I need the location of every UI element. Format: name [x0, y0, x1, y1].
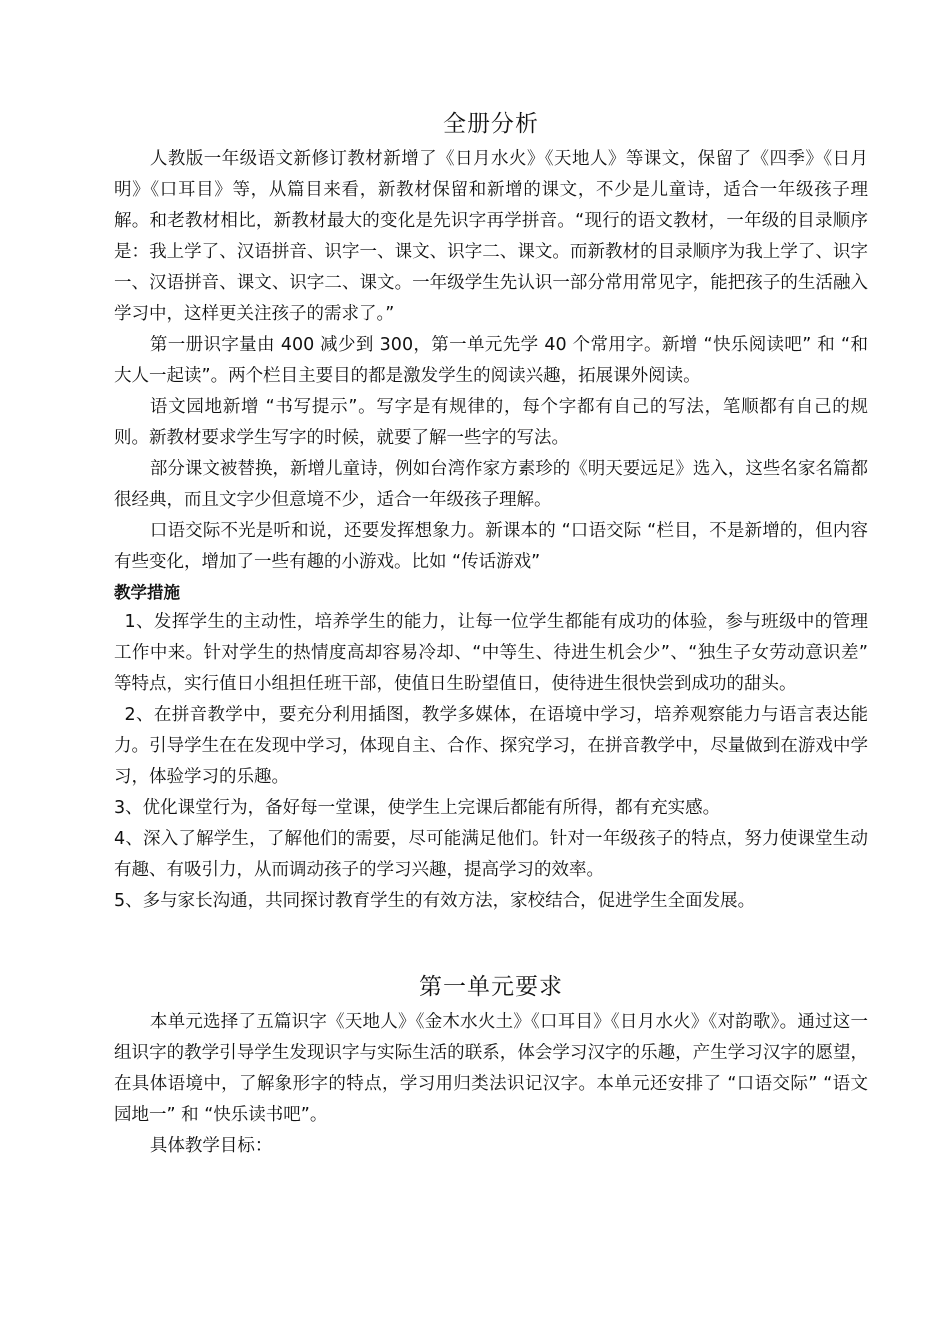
section-title-unit-one: 第一单元要求	[419, 974, 563, 1000]
analysis-paragraph: 第一册识字量由 400 减少到 300，第一单元先学 40 个常用字。新增 “快乐阅读吧” 和 “和大人一起读”。两个栏目主要目的都是激发学生的阅读兴趣，拓展课外阅读。	[114, 335, 868, 386]
document-body	[114, 104, 868, 1162]
unit-paragraph: 具体教学目标：	[149, 1136, 273, 1156]
measure-item: 4、深入了解学生，了解他们的需要，尽可能满足他们。针对一年级孩子的特点，努力使课堂生动有趣、有吸引力，从而调动孩子的学习兴趣，提高学习的效率。	[114, 829, 868, 880]
measures-heading: 教学措施	[114, 583, 180, 602]
analysis-paragraph: 人教版一年级语文新修订教材新增了《日月水火》《天地人》等课文，保留了《四季》《日月明》《口耳目》等，从篇目来看，新教材保留和新增的课文，不少是儿童诗，适合一年级孩子理解。和老教材相比，新教材最大的变化是先识字再学拼音。“现行的语文教材，一年级的目录顺序是：我上学了、汉语拼音、识字一、课文、识字二、课文。而新教材的目录顺序为我上学了、识字一、汉语拼音、课文、识字二、课文。一年级学生先认识一部分常用常见字，能把孩子的生活融入学习中，这样更关注孩子的需求了。”	[114, 149, 868, 324]
measure-item: 3、优化课堂行为，备好每一堂课，使学生上完课后都能有所得，都有充实感。	[114, 798, 721, 818]
section-title-analysis: 全册分析	[443, 111, 539, 137]
unit-paragraph: 本单元选择了五篇识字《天地人》《金木水火土》《口耳目》《日月水火》《对韵歌》。通过这一组识字的教学引导学生发现识字与实际生活的联系，体会学习汉字的乐趣，产生学习汉字的愿望，在具体语境中，了解象形字的特点，学习用归类法识记汉字。本单元还安排了 “口语交际” “语文园地一” 和 “快乐读书吧”。	[114, 1012, 868, 1125]
analysis-paragraph: 口语交际不光是听和说，还要发挥想象力。新课本的 “口语交际 “栏目，不是新增的，但内容有些变化，增加了一些有趣的小游戏。比如 “传话游戏”	[114, 521, 868, 572]
measure-item: 1、发挥学生的主动性，培养学生的能力，让每一位学生都能有成功的体验，参与班级中的管理工作中来。针对学生的热情度高却容易冷却、“中等生、待进生机会少”、“独生子女劳动意识差” 等特点，实行值日小组担任班干部，使值日生盼望值日，使待进生很快尝到成功的甜头。	[114, 612, 868, 694]
analysis-paragraph: 部分课文被替换，新增儿童诗，例如台湾作家方素珍的《明天要远足》选入，这些名家名篇都很经典，而且文字少但意境不少，适合一年级孩子理解。	[114, 459, 868, 510]
analysis-paragraph: 语文园地新增 “书写提示”。写字是有规律的，每个字都有自己的写法，笔顺都有自己的规则。新教材要求学生写字的时候，就要了解一些字的写法。	[114, 397, 868, 448]
measure-item: 5、多与家长沟通，共同探讨教育学生的有效方法，家校结合，促进学生全面发展。	[114, 891, 756, 911]
measure-item: 2、在拼音教学中，要充分利用插图，教学多媒体，在语境中学习，培养观察能力与语言表达能力。引导学生在在发现中学习，体现自主、合作、探究学习，在拼音教学中，尽量做到在游戏中学习，体验学习的乐趣。	[114, 705, 868, 787]
